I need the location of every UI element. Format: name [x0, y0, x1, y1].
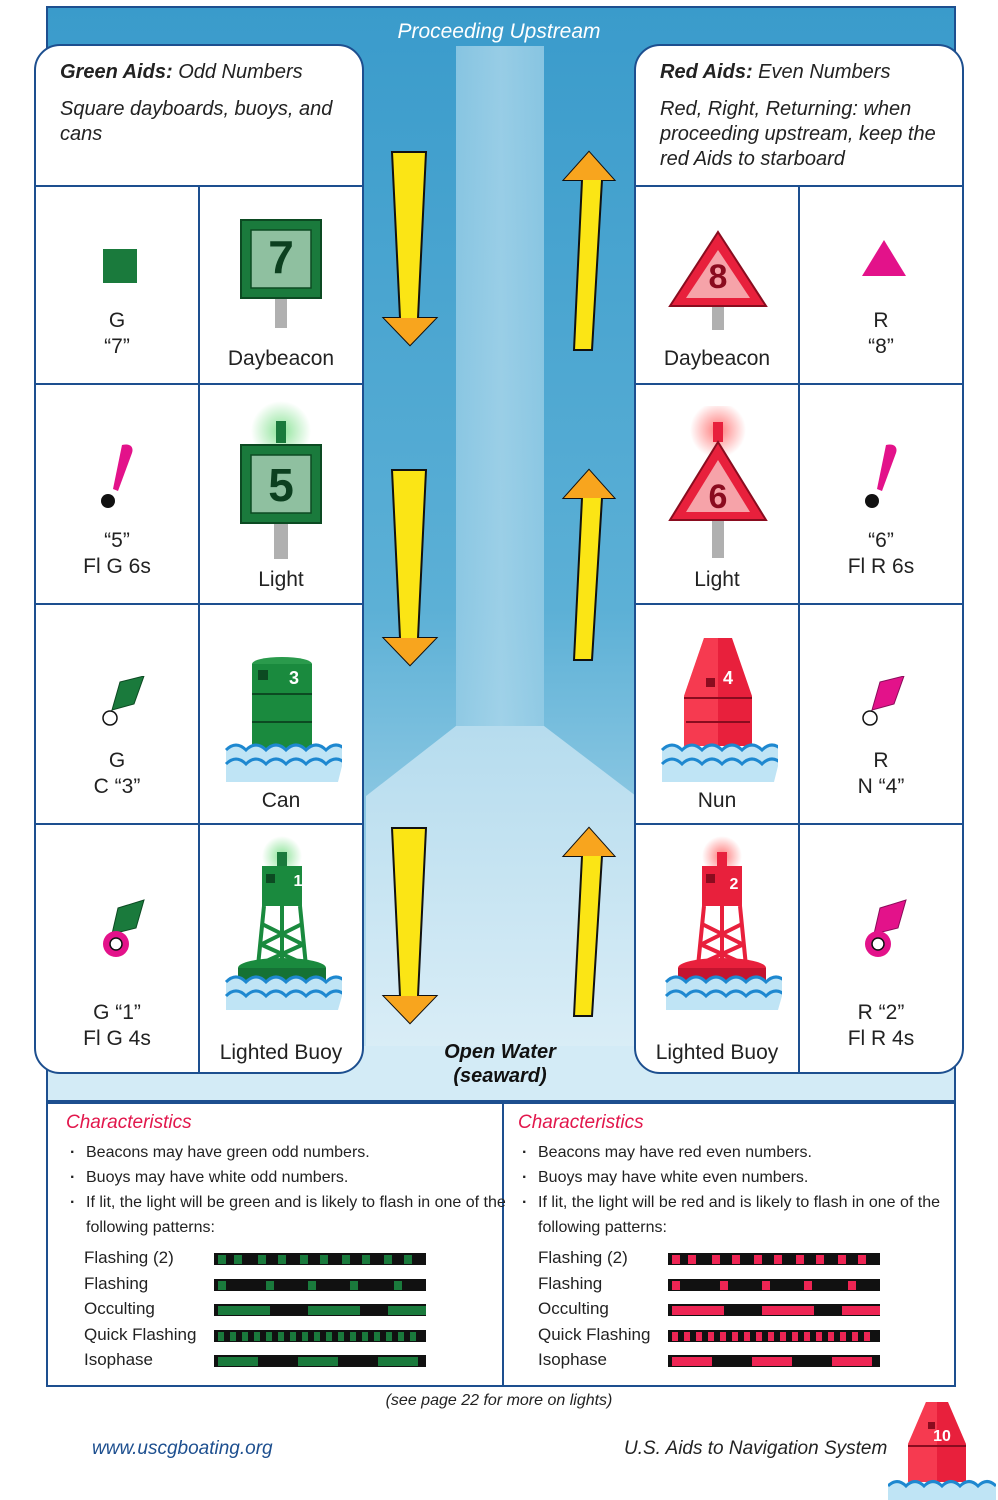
- divider: [636, 823, 962, 825]
- divider: [636, 383, 962, 385]
- characteristics-list: [518, 1140, 948, 1240]
- open-water-line2: (seaward): [453, 1065, 547, 1087]
- light-period: [672, 1306, 724, 1315]
- divider: [636, 603, 962, 605]
- light-period: [838, 1255, 846, 1264]
- light-period: [752, 1357, 792, 1366]
- aid-label: Light: [694, 568, 740, 591]
- light-period: [410, 1332, 416, 1341]
- light-period: [266, 1281, 274, 1290]
- light-period: [300, 1255, 308, 1264]
- light-pattern-bar: [668, 1279, 880, 1291]
- pattern-name: Flashing (2): [84, 1248, 174, 1267]
- down-arrow-icon: [384, 828, 436, 1023]
- light-period: [218, 1255, 226, 1264]
- light-period: [840, 1332, 846, 1341]
- light-pattern-bar: [214, 1355, 426, 1367]
- light-period: [350, 1281, 358, 1290]
- green-can-buoy-icon: [222, 654, 342, 782]
- light-period: [672, 1255, 680, 1264]
- red-nun-symbol-icon: [856, 676, 906, 736]
- light-period: [832, 1357, 872, 1366]
- open-water-label: [380, 1040, 620, 1088]
- light-period: [218, 1357, 258, 1366]
- list-item: · Buoys may have white even numbers.: [518, 1165, 948, 1190]
- aid-label: Light: [258, 568, 304, 591]
- light-period: [848, 1281, 856, 1290]
- light-pattern-bar: [668, 1330, 880, 1342]
- green-aids-panel: [34, 44, 364, 1074]
- light-period: [762, 1281, 770, 1290]
- pattern-name: Isophase: [538, 1350, 607, 1369]
- light-pattern-bar: [214, 1304, 426, 1316]
- light-number: 6: [708, 478, 728, 516]
- pattern-name: Isophase: [84, 1350, 153, 1369]
- up-arrow-icon: [564, 152, 614, 350]
- light-period: [386, 1332, 392, 1341]
- light-period: [398, 1332, 404, 1341]
- light-period: [842, 1306, 880, 1315]
- green-lighted-buoy-symbol-icon: [94, 898, 146, 962]
- light-period: [278, 1332, 284, 1341]
- light-period: [852, 1332, 858, 1341]
- daybeacon-number: 7: [268, 231, 294, 283]
- down-arrow-icon: [384, 152, 436, 345]
- light-period: [672, 1281, 680, 1290]
- list-item: · Beacons may have red even numbers.: [518, 1140, 948, 1165]
- light-pattern-bar: [214, 1253, 426, 1265]
- list-item: · Beacons may have green odd numbers.: [66, 1140, 496, 1165]
- pattern-name: Flashing: [538, 1273, 603, 1293]
- light-period: [804, 1281, 812, 1290]
- light-period: [384, 1255, 392, 1264]
- daybeacon-number: 8: [708, 258, 728, 296]
- red-panel-header: [636, 46, 962, 187]
- aid-label: Daybeacon: [663, 347, 771, 370]
- green-characteristics: [66, 1112, 506, 1240]
- red-lighted-buoy-symbol-icon: [856, 898, 908, 962]
- pattern-name: Quick Flashing: [538, 1324, 651, 1344]
- light-period: [768, 1332, 774, 1341]
- light-period: [780, 1332, 786, 1341]
- light-period: [298, 1357, 338, 1366]
- green-panel-description: Square dayboards, buoys, and cans: [60, 98, 333, 145]
- buoy-number: 10: [933, 1428, 951, 1445]
- light-period: [672, 1357, 712, 1366]
- red-panel-title: Red Aids:: [660, 61, 753, 83]
- light-period: [708, 1332, 714, 1341]
- divider: [36, 823, 362, 825]
- light-period: [732, 1255, 740, 1264]
- light-period: [308, 1281, 316, 1290]
- light-period: [732, 1332, 738, 1341]
- light-period: [362, 1332, 368, 1341]
- pattern-name: Flashing: [84, 1273, 149, 1293]
- chart-label: R N “4”: [857, 749, 905, 798]
- light-flare-icon: [96, 441, 140, 511]
- light-period: [326, 1332, 332, 1341]
- buoy-number: 2: [729, 876, 739, 893]
- green-panel-title: Green Aids:: [60, 61, 173, 83]
- light-flare-icon: [860, 441, 904, 511]
- characteristics-title: Characteristics: [66, 1112, 192, 1133]
- chart-label: R “8”: [868, 309, 894, 358]
- light-period: [816, 1332, 822, 1341]
- red-panel-subtitle: Even Numbers: [758, 61, 891, 83]
- light-period: [302, 1332, 308, 1341]
- open-water-line1: Open Water: [444, 1041, 556, 1063]
- light-period: [308, 1306, 360, 1315]
- red-characteristics: [518, 1112, 948, 1240]
- aid-label: Lighted Buoy: [655, 1041, 779, 1064]
- light-period: [744, 1332, 750, 1341]
- light-pattern-bar: [668, 1304, 880, 1316]
- footnote: (see page 22 for more on lights): [385, 1392, 613, 1409]
- characteristics-list: [66, 1140, 506, 1240]
- light-period: [258, 1255, 266, 1264]
- chart-label: “5” Fl G 6s: [83, 529, 151, 578]
- green-panel-header: [36, 46, 362, 187]
- aid-label: Lighted Buoy: [219, 1041, 343, 1064]
- light-period: [756, 1332, 762, 1341]
- divider: [36, 383, 362, 385]
- buoy-number: 1: [293, 873, 303, 890]
- red-nun-buoy-icon: [658, 636, 778, 782]
- green-can-symbol-icon: [96, 676, 146, 736]
- list-item: · If lit, the light will be red and is likely to flash in one of the following patterns:: [518, 1190, 958, 1240]
- red-triangle-icon: [860, 238, 908, 278]
- nun-number: 4: [722, 668, 733, 688]
- light-period: [864, 1332, 870, 1341]
- aid-label: Can: [261, 789, 301, 812]
- light-period: [774, 1255, 782, 1264]
- divider: [36, 603, 362, 605]
- green-light-patterns: [84, 1248, 444, 1378]
- light-period: [804, 1332, 810, 1341]
- light-period: [254, 1332, 260, 1341]
- light-pattern-bar: [214, 1330, 426, 1342]
- light-period: [362, 1255, 370, 1264]
- light-period: [394, 1281, 402, 1290]
- chart-label: “6” Fl R 6s: [847, 529, 915, 578]
- pattern-name: Occulting: [538, 1299, 609, 1318]
- aid-label: Daybeacon: [227, 347, 335, 370]
- light-period: [828, 1332, 834, 1341]
- pattern-name: Flashing (2): [538, 1248, 628, 1267]
- green-lighted-buoy-icon: [222, 836, 342, 1010]
- light-period: [218, 1332, 224, 1341]
- light-period: [688, 1255, 696, 1264]
- characteristics-title: Characteristics: [518, 1112, 644, 1133]
- down-arrow-icon: [384, 470, 436, 665]
- light-pattern-bar: [668, 1355, 880, 1367]
- chart-label: G “7”: [104, 309, 130, 358]
- light-pattern-bar: [668, 1253, 880, 1265]
- light-period: [792, 1332, 798, 1341]
- red-nun-buoy-icon: [888, 1400, 996, 1500]
- website-link[interactable]: www.uscgboating.org: [92, 1438, 273, 1459]
- up-arrow-icon: [564, 828, 614, 1016]
- light-period: [684, 1332, 690, 1341]
- list-item: · If lit, the light will be green and is likely to flash in one of the following patterns:: [66, 1190, 506, 1240]
- light-period: [218, 1281, 226, 1290]
- light-period: [404, 1255, 412, 1264]
- light-period: [712, 1255, 720, 1264]
- light-period: [278, 1255, 286, 1264]
- light-period: [816, 1255, 824, 1264]
- chart-label: G “1” Fl G 4s: [83, 1001, 151, 1050]
- light-period: [350, 1332, 356, 1341]
- red-lighted-buoy-icon: [662, 836, 782, 1010]
- light-period: [320, 1255, 328, 1264]
- light-period: [314, 1332, 320, 1341]
- chart-label: G C “3”: [93, 749, 141, 798]
- aid-label: Nun: [697, 789, 737, 812]
- light-period: [796, 1255, 804, 1264]
- light-period: [374, 1332, 380, 1341]
- light-period: [234, 1255, 242, 1264]
- light-period: [388, 1306, 426, 1315]
- light-period: [672, 1332, 678, 1341]
- light-period: [242, 1332, 248, 1341]
- light-period: [720, 1281, 728, 1290]
- light-period: [858, 1255, 866, 1264]
- light-period: [342, 1255, 350, 1264]
- chart-label: R “2” Fl R 4s: [847, 1001, 915, 1050]
- light-pattern-bar: [214, 1279, 426, 1291]
- light-period: [696, 1332, 702, 1341]
- can-number: 3: [288, 668, 299, 688]
- list-item: · Buoys may have white odd numbers.: [66, 1165, 496, 1190]
- light-period: [218, 1306, 270, 1315]
- light-period: [378, 1357, 418, 1366]
- footer-title: U.S. Aids to Navigation System: [624, 1438, 888, 1459]
- light-number: 5: [268, 459, 294, 511]
- red-light-patterns: [538, 1248, 898, 1378]
- green-square-icon: [102, 248, 138, 284]
- light-period: [338, 1332, 344, 1341]
- divider: [502, 1102, 504, 1387]
- arrows-layer: [370, 140, 630, 1030]
- up-arrow-icon: [564, 470, 614, 660]
- red-aids-panel: [634, 44, 964, 1074]
- divider: [198, 187, 200, 1074]
- light-period: [754, 1255, 762, 1264]
- light-period: [720, 1332, 726, 1341]
- pattern-name: Quick Flashing: [84, 1324, 197, 1344]
- light-period: [266, 1332, 272, 1341]
- light-period: [230, 1332, 236, 1341]
- light-period: [290, 1332, 296, 1341]
- green-panel-subtitle: Odd Numbers: [178, 61, 303, 83]
- red-panel-description: Red, Right, Returning: when proceeding upstream, keep the red Aids to starboard: [660, 98, 936, 170]
- pattern-name: Occulting: [84, 1299, 155, 1318]
- light-period: [762, 1306, 814, 1315]
- page-title: Proceeding Upstream: [397, 20, 601, 43]
